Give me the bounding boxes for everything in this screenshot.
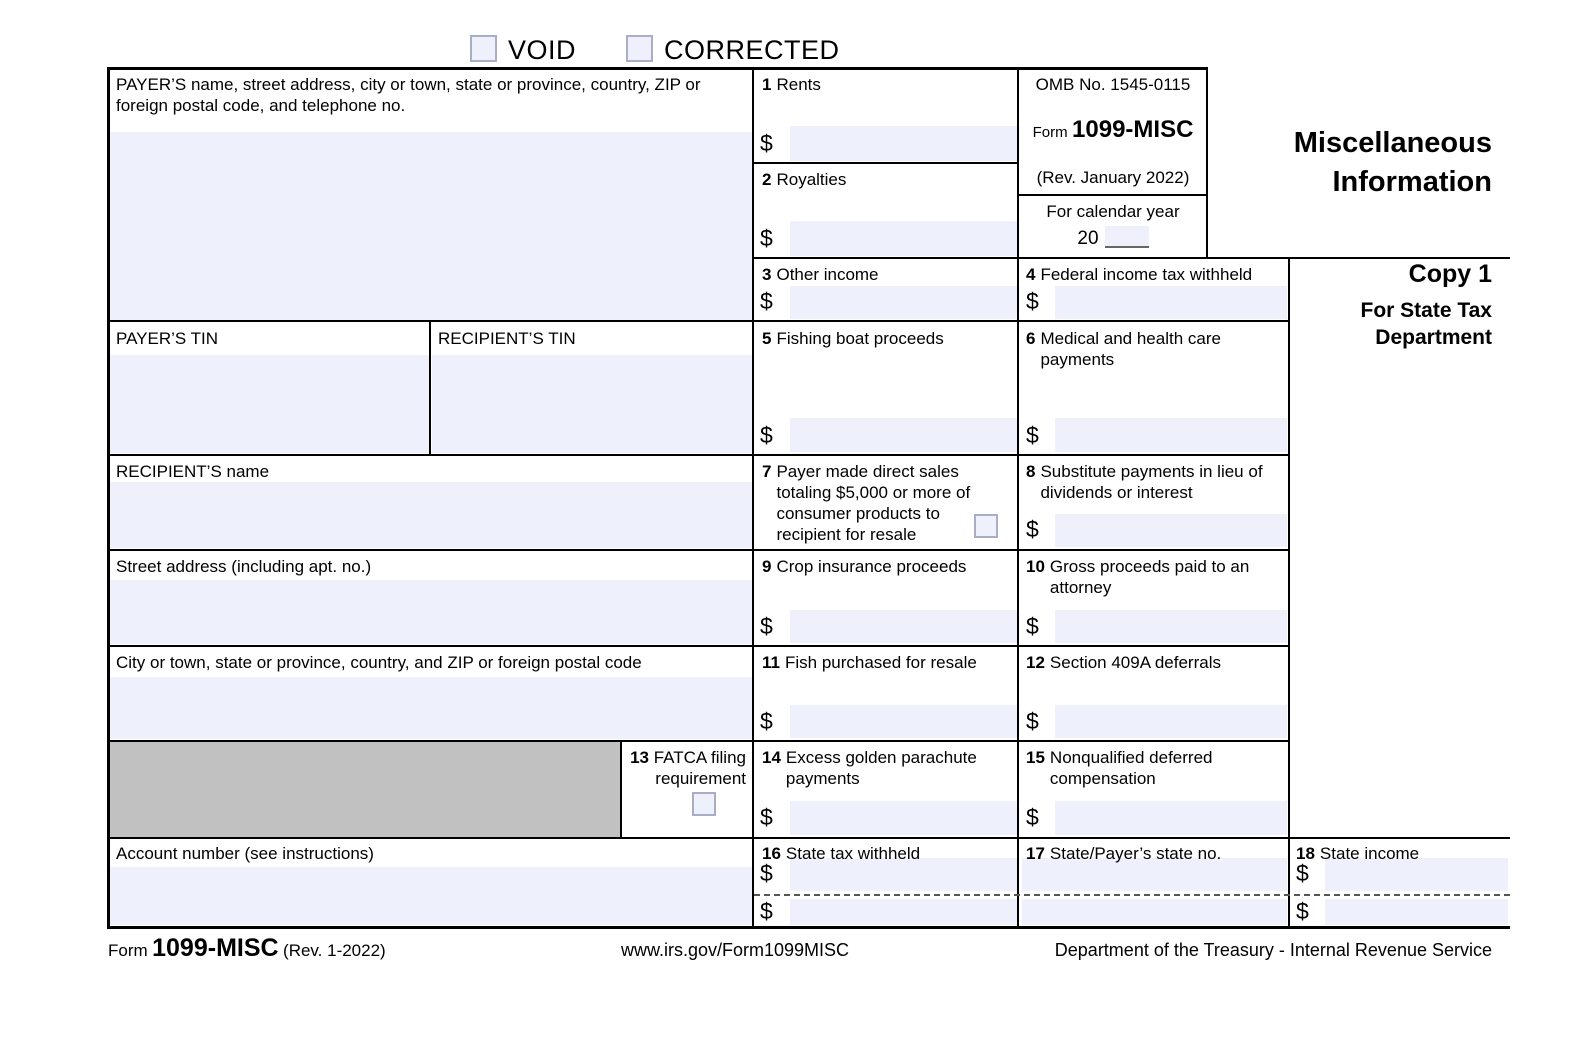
box-16-dollar-sign-row2: $	[760, 898, 773, 924]
box-2-amount-field[interactable]	[790, 221, 1017, 256]
account-number-label: Account number (see instructions)	[116, 844, 374, 863]
box-3-label: 3 Other income	[762, 265, 879, 284]
calendar-year-row	[1018, 226, 1208, 250]
form-revision: (Rev. January 2022)	[1036, 168, 1190, 187]
box-5-dollar-sign: $	[760, 422, 773, 448]
box-5-amount-field[interactable]	[790, 418, 1017, 452]
divider-v-fatca	[620, 741, 622, 838]
box-15-dollar-sign: $	[1026, 804, 1039, 830]
recipient-tin-label: RECIPIENT’S TIN	[438, 329, 576, 348]
box-8-dollar-sign: $	[1026, 516, 1039, 542]
box-18-dollar-sign-row2: $	[1296, 898, 1309, 924]
divider-v-tin	[429, 322, 431, 455]
box-14-amount-field[interactable]	[790, 801, 1017, 835]
box-16-label: 16 State tax withheld	[762, 844, 921, 863]
box-9-label: 9 Crop insurance proceeds	[762, 557, 967, 576]
calendar-year-field[interactable]	[1105, 226, 1149, 248]
box-12-dollar-sign: $	[1026, 708, 1039, 734]
box-15-label: 15 Nonqualified deferred compensation	[1026, 748, 1213, 789]
recipient-name-label: RECIPIENT’S name	[116, 462, 270, 481]
box-17-state-no-field-row2[interactable]	[1022, 899, 1287, 925]
omb-number: OMB No. 1545-0115	[1035, 75, 1191, 94]
divider-h-row8	[107, 837, 1510, 839]
footer-form-number: 1099-MISC	[152, 934, 279, 962]
box-14-dollar-sign: $	[760, 804, 773, 830]
box-7-label: 7 Payer made direct sales totaling $5,000 or more of consumer products to recipient for resale	[762, 462, 971, 545]
form-title-line2: Information	[1332, 166, 1492, 199]
box-18-label: 18 State income	[1296, 844, 1420, 863]
box-13-checkbox[interactable]	[692, 792, 716, 816]
street-address-label: Street address (including apt. no.)	[116, 557, 372, 576]
copy-for-line2: Department	[1375, 326, 1492, 350]
box-11-label: 11 Fish purchased for resale	[762, 653, 977, 672]
box-1-label: 1 Rents	[762, 75, 821, 94]
divider-h-row3	[107, 320, 1290, 322]
box-16-amount-field-row2[interactable]	[790, 899, 1017, 925]
box-3-amount-field[interactable]	[790, 286, 1017, 319]
footer-url: www.irs.gov/Form1099MISC	[620, 940, 850, 960]
street-address-field[interactable]	[110, 580, 752, 644]
void-checkbox[interactable]	[470, 35, 497, 62]
box-12-label: 12 Section 409A deferrals	[1026, 653, 1221, 672]
city-label: City or town, state or province, country, and ZIP or foreign postal code	[116, 653, 642, 672]
divider-h-row6	[107, 645, 1290, 647]
box-16-dollar-sign-row1: $	[760, 860, 773, 886]
box-10-amount-field[interactable]	[1055, 610, 1287, 643]
divider-dashed-state-rows	[754, 894, 1510, 896]
box-11-dollar-sign: $	[760, 708, 773, 734]
box-2-label: 2 Royalties	[762, 170, 847, 189]
payer-tin-field[interactable]	[110, 355, 429, 453]
divider-h-row5	[107, 549, 1290, 551]
footer-department: Department of the Treasury - Internal Revenue Service	[1054, 940, 1492, 960]
box-9-amount-field[interactable]	[790, 610, 1017, 643]
footer-revision: (Rev. 1-2022)	[283, 941, 386, 960]
city-field[interactable]	[110, 677, 752, 739]
box-15-amount-field[interactable]	[1055, 801, 1287, 835]
box-2-dollar-sign: $	[760, 225, 773, 251]
box-7-checkbox[interactable]	[974, 514, 998, 538]
box-1-dollar-sign: $	[760, 130, 773, 156]
box-8-amount-field[interactable]	[1055, 514, 1287, 547]
form-title	[1100, 124, 1492, 202]
box-12-amount-field[interactable]	[1055, 705, 1287, 738]
recipient-name-field[interactable]	[110, 482, 752, 548]
box-6-amount-field[interactable]	[1055, 418, 1287, 452]
divider-v-columns	[752, 68, 754, 928]
box-18-dollar-sign-row1: $	[1296, 860, 1309, 886]
box-9-dollar-sign: $	[760, 613, 773, 639]
calendar-year-prefix: 20	[1077, 228, 1099, 249]
box-8-label: 8 Substitute payments in lieu of dividends or interest	[1026, 462, 1263, 503]
border-bottom	[107, 926, 1510, 929]
border-left	[107, 68, 110, 928]
account-number-field[interactable]	[110, 867, 752, 925]
box-13-label: 13 FATCA filing requirement	[630, 748, 746, 789]
footer-form-word: Form	[108, 941, 148, 960]
copy-label: Copy 1	[1408, 260, 1492, 288]
payer-info-label: PAYER’S name, street address, city or town, state or province, country, ZIP or foreign postal code, and telephone no.	[116, 75, 701, 116]
calendar-year-label: For calendar year	[1046, 202, 1180, 221]
form-number: 1099-MISC	[1072, 116, 1194, 143]
copy-for-label	[1200, 297, 1492, 352]
box-17-label: 17 State/Payer’s state no.	[1026, 844, 1222, 863]
box-14-label: 14 Excess golden parachute payments	[762, 748, 977, 789]
footer-form-id	[108, 934, 386, 963]
shaded-area	[110, 742, 620, 837]
box-6-dollar-sign: $	[1026, 422, 1039, 448]
divider-h-row7	[107, 740, 1290, 742]
payer-info-field[interactable]	[110, 132, 752, 320]
void-label: VOID	[508, 35, 577, 65]
border-right	[1288, 258, 1290, 928]
divider-h-row2	[752, 257, 1510, 259]
box-10-label: 10 Gross proceeds paid to an attorney	[1026, 557, 1250, 598]
payer-tin-label: PAYER’S TIN	[116, 329, 219, 348]
divider-v-boxcolumns	[1017, 68, 1019, 928]
divider-h-row4	[107, 454, 1290, 456]
box-4-dollar-sign: $	[1026, 288, 1039, 314]
corrected-label: CORRECTED	[664, 35, 840, 65]
box-6-label: 6 Medical and health care payments	[1026, 329, 1221, 370]
copy-for-line1: For State Tax	[1360, 299, 1492, 322]
box-10-dollar-sign: $	[1026, 613, 1039, 639]
box-18-amount-field-row2[interactable]	[1325, 899, 1508, 925]
corrected-checkbox[interactable]	[626, 35, 653, 62]
box-4-label: 4 Federal income tax withheld	[1026, 265, 1253, 284]
recipient-tin-field[interactable]	[432, 355, 752, 453]
box-5-label: 5 Fishing boat proceeds	[762, 329, 944, 348]
border-top	[107, 67, 1208, 70]
form-word: Form	[1032, 124, 1068, 141]
box-3-dollar-sign: $	[760, 288, 773, 314]
divider-h-box1-2	[752, 162, 1019, 164]
box-11-amount-field[interactable]	[790, 705, 1017, 738]
box-1-amount-field[interactable]	[790, 126, 1017, 161]
form-title-line1: Miscellaneous	[1293, 127, 1492, 159]
